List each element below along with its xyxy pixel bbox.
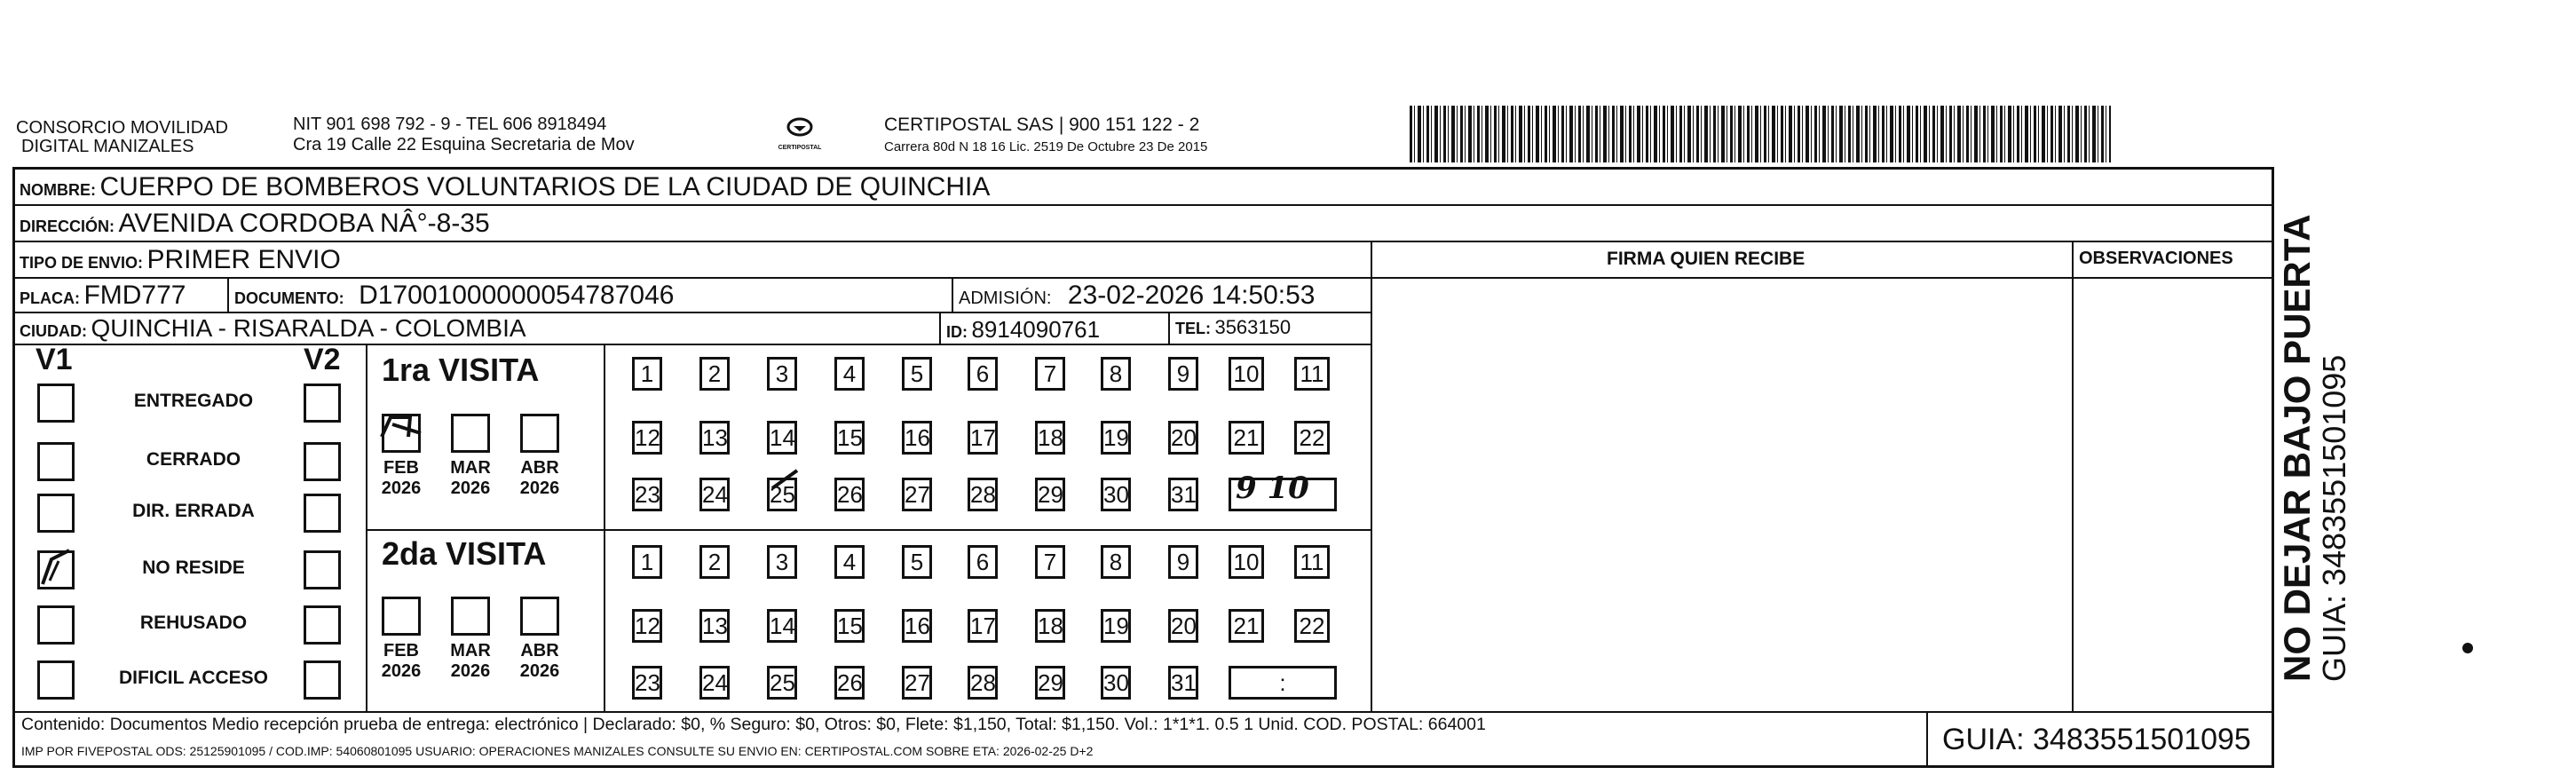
consorcio-line2: DIGITAL MANIZALES [21, 137, 194, 156]
tel-label: TEL: [1175, 320, 1211, 337]
nombre-label: NOMBRE: [20, 181, 96, 199]
day-box[interactable]: 4 [834, 545, 865, 579]
day-box[interactable]: 3 [767, 357, 797, 391]
month-label: MAR 2026 [450, 458, 491, 498]
day-box[interactable]: 13 [699, 609, 730, 643]
day-box[interactable]: 1 [632, 357, 662, 391]
day-box[interactable]: 17 [968, 609, 998, 643]
day-box[interactable]: 15 [834, 421, 865, 455]
day-box[interactable]: 1 [632, 545, 662, 579]
day-box[interactable]: 17 [968, 421, 998, 455]
status-label: REHUSADO [139, 613, 248, 633]
v2-label: V2 [304, 343, 341, 376]
status-label: NO RESIDE [142, 558, 245, 578]
day-box[interactable]: 15 [834, 609, 865, 643]
address-text: Cra 19 Calle 22 Esquina Secretaria de Mov [293, 135, 635, 154]
nit-text: NIT 901 698 792 - 9 - TEL 606 8918494 [293, 115, 607, 134]
time-box[interactable]: : [1229, 666, 1337, 700]
day-box[interactable]: 8 [1101, 357, 1131, 391]
day-box[interactable]: 31 [1168, 666, 1198, 700]
day-box[interactable]: 14 [767, 421, 797, 455]
day-box[interactable]: 13 [699, 421, 730, 455]
direccion-label: DIRECCIÓN: [20, 218, 115, 235]
day-box[interactable]: 12 [632, 421, 662, 455]
tipo-label: TIPO DE ENVIO: [20, 254, 144, 272]
first-visit-title: 1ra VISITA [382, 352, 540, 388]
day-box[interactable]: 28 [968, 478, 998, 511]
day-box[interactable]: 23 [632, 666, 662, 700]
footer-guia: GUIA: 3483551501095 [1942, 723, 2251, 756]
day-box[interactable]: 10 [1229, 357, 1264, 391]
documento-label: DOCUMENTO: [234, 289, 344, 307]
day-box[interactable]: 18 [1035, 609, 1065, 643]
day-box[interactable]: 31 [1168, 478, 1198, 511]
contenido-text: Contenido: Documentos Medio recepción prueba de entrega: electrónico | Declarado: $0, % Seguro: $0, Otros: $0, Flete: $1,150, Total: $1,150. Vol.: 1*1*1. 0.5 1 Unid. COD. POSTAL: 664001 [21, 715, 1486, 734]
nombre-value: CUERPO DE BOMBEROS VOLUNTARIOS DE LA CIUDAD DE QUINCHIA [99, 172, 991, 202]
status-label: ENTREGADO [133, 391, 254, 411]
firma-header: FIRMA QUIEN RECIBE [1607, 249, 1806, 269]
status-label: DIFICIL ACCESO [118, 668, 268, 688]
consorcio-line1: CONSORCIO MOVILIDAD [16, 118, 228, 138]
side-text [2277, 202, 2351, 682]
month-label: FEB 2026 [381, 641, 422, 681]
day-box[interactable]: 30 [1101, 666, 1131, 700]
side-guia: GUIA: 3483551501095 [2316, 354, 2352, 682]
documento-value: D17001000000054787046 [359, 281, 675, 310]
handwritten-time: 9 10 [1236, 471, 1309, 506]
month-label: ABR 2026 [519, 458, 560, 498]
logo-text: CERTIPOSTAL [778, 145, 822, 151]
day-box[interactable]: 28 [968, 666, 998, 700]
day-box[interactable]: 29 [1035, 666, 1065, 700]
ciudad-value: QUINCHIA - RISARALDA - COLOMBIA [91, 314, 526, 342]
tel-value: 3563150 [1214, 316, 1292, 338]
day-box[interactable]: 20 [1168, 421, 1198, 455]
company-name: CERTIPOSTAL SAS | 900 151 122 - 2 [884, 115, 1200, 135]
day-box[interactable]: 18 [1035, 421, 1065, 455]
id-label: ID: [946, 323, 968, 341]
month-label: MAR 2026 [450, 641, 491, 681]
day-box[interactable]: 30 [1101, 478, 1131, 511]
day-box[interactable]: 7 [1035, 357, 1065, 391]
day-box[interactable]: 27 [902, 478, 932, 511]
observaciones-header: OBSERVACIONES [2079, 249, 2233, 268]
day-box[interactable]: 23 [632, 478, 662, 511]
day-box[interactable]: 27 [902, 666, 932, 700]
day-box[interactable]: 19 [1101, 609, 1131, 643]
day-box[interactable]: 26 [834, 478, 865, 511]
day-box[interactable]: 4 [834, 357, 865, 391]
day-box[interactable]: 25 [767, 478, 797, 511]
admision-label: ADMISIÓN: [959, 289, 1052, 308]
day-box[interactable]: 22 [1294, 421, 1330, 455]
day-box[interactable]: 12 [632, 609, 662, 643]
day-box[interactable]: 5 [902, 357, 932, 391]
day-box[interactable]: 8 [1101, 545, 1131, 579]
day-box[interactable]: 25 [767, 666, 797, 700]
tipo-value: PRIMER ENVIO [146, 245, 341, 274]
id-value: 8914090761 [971, 316, 1101, 343]
direccion-value: AVENIDA CORDOBA NÂ°-8-35 [118, 209, 490, 238]
second-visit-title: 2da VISITA [382, 535, 547, 572]
day-box[interactable]: 6 [968, 545, 998, 579]
day-box[interactable]: 2 [699, 357, 730, 391]
day-box[interactable]: 2 [699, 545, 730, 579]
month-label: FEB 2026 [381, 458, 422, 498]
side-warning: NO DEJAR BAJO PUERTA [2276, 214, 2318, 682]
company-license: Carrera 80d N 18 16 Lic. 2519 De Octubre 23 De 2015 [884, 139, 1208, 154]
day-box[interactable]: 29 [1035, 478, 1065, 511]
day-box[interactable]: 20 [1168, 609, 1198, 643]
placa-label: PLACA: [20, 289, 80, 307]
month-label: ABR 2026 [519, 641, 560, 681]
day-box[interactable]: 3 [767, 545, 797, 579]
placa-value: FMD777 [83, 281, 186, 310]
day-box[interactable]: 10 [1229, 545, 1264, 579]
day-box[interactable]: 16 [902, 609, 932, 643]
day-box[interactable]: 11 [1294, 545, 1330, 579]
day-box[interactable]: 21 [1229, 421, 1264, 455]
day-box[interactable]: 9 [1168, 357, 1198, 391]
day-box[interactable]: 16 [902, 421, 932, 455]
day-box[interactable]: 7 [1035, 545, 1065, 579]
day-box[interactable]: 24 [699, 478, 730, 511]
imp-text: IMP POR FIVEPOSTAL ODS: 25125901095 / COD.IMP: 54060801095 USUARIO: OPERACIONES MANIZALES CONSULTE SU ENVIO EN: CERTIPOSTAL.COM SOBRE ETA: 2026-02-25 D+2 [21, 744, 1094, 758]
day-box[interactable]: 11 [1294, 357, 1330, 391]
dot-mark [2462, 643, 2473, 653]
day-box[interactable]: 22 [1294, 609, 1330, 643]
day-box[interactable]: 14 [767, 609, 797, 643]
status-label: DIR. ERRADA [132, 501, 255, 521]
admision-value: 23-02-2026 14:50:53 [1067, 281, 1316, 310]
day-box[interactable]: 9 [1168, 545, 1198, 579]
status-label: CERRADO [146, 449, 241, 470]
v1-label: V1 [36, 343, 73, 376]
day-box[interactable]: 21 [1229, 609, 1264, 643]
day-box[interactable]: 5 [902, 545, 932, 579]
day-box[interactable]: 6 [968, 357, 998, 391]
day-box[interactable]: 24 [699, 666, 730, 700]
ciudad-label: CIUDAD: [20, 322, 87, 340]
day-box[interactable]: 26 [834, 666, 865, 700]
day-box[interactable]: 19 [1101, 421, 1131, 455]
